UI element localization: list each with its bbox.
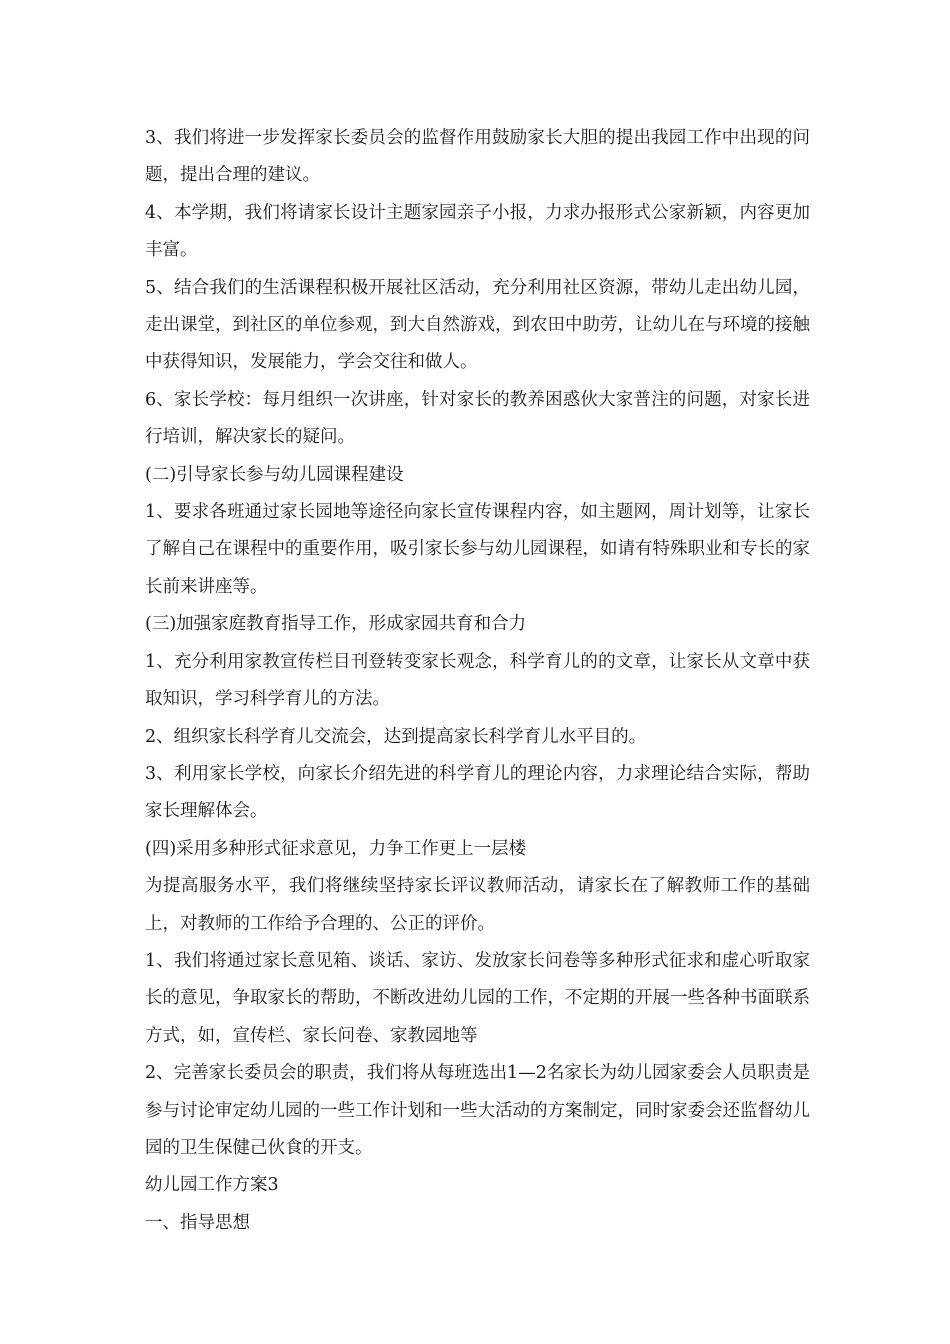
paragraph-item-3: 3、我们将进一步发挥家长委员会的监督作用鼓励家长大胆的提出我园工作中出现的问题，提出合理的建议。 [145,128,810,186]
paragraph-intro: 为提高服务水平，我们将继续坚持家长评议教师活动，请家长在了解教师工作的基础上，对教师的工作给予合理的、公正的评价。 [145,876,810,934]
section-heading-4: (四)采用多种形式征求意见，力争工作更上一层楼 [145,838,527,859]
paragraph-item-3: 3、利用家长学校，向家长介绍先进的科学育儿的理论内容，力求理论结合实际，帮助家长理解体会。 [145,763,810,822]
paragraph-item-6: 6、家长学校：每月组织一次讲座，针对家长的教养困惑伙大家普注的问题，对家长进行培训，解决家长的疑问。 [145,389,810,448]
document-body [145,120,810,1242]
section-heading-2: (二)引导家长参与幼儿园课程建设 [145,464,404,485]
paragraph-item-2: 2、完善家长委员会的职责，我们将从每班选出1—2名家长为幼儿园家委会人员职责是参与讨论审定幼儿园的一些工作计划和一些大活动的方案制定，同时家委会还监督幼儿园的卫生保健己伙食的开支。 [145,1063,810,1158]
paragraph-item-1: 1、我们将通过家长意见箱、谈话、家访、发放家长问卷等多种形式征求和虚心听取家长的意见，争取家长的帮助，不断改进幼儿园的工作，不定期的开展一些各种书面联系方式，如，宣传栏、家长问卷、家教园地等 [145,950,810,1046]
section-heading-3: (三)加强家庭教育指导工作，形成家园共育和合力 [145,614,527,635]
paragraph-item-1: 1、充分利用家教宣传栏目刊登转变家长观念，科学育儿的的文章，让家长从文章中获取知识，学习科学育儿的方法。 [145,651,810,710]
paragraph-item-5: 5、结合我们的生活课程积极开展社区活动，充分利用社区资源，带幼儿走出幼儿园，走出课堂，到社区的单位参观，到大自然游戏，到农田中助劳，让幼儿在与环境的接触中获得知识，发展能力，学会交往和做人。 [145,277,810,373]
paragraph-item-4: 4、本学期，我们将请家长设计主题家园亲子小报，力求办报形式公家新颖，内容更加丰富。 [145,202,810,261]
section-heading-guiding-idea: 一、指导思想 [145,1212,250,1233]
paragraph-item-2: 2、组织家长科学育儿交流会，达到提高家长科学育儿水平目的。 [145,726,647,747]
paragraph-item-1: 1、要求各班通过家长园地等途径向家长宣传课程内容，如主题网，周计划等，让家长了解自己在课程中的重要作用，吸引家长参与幼儿园课程，如请有特殊职业和专长的家长前来讲座等。 [145,502,810,597]
plan-title: 幼儿园工作方案3 [145,1175,279,1196]
